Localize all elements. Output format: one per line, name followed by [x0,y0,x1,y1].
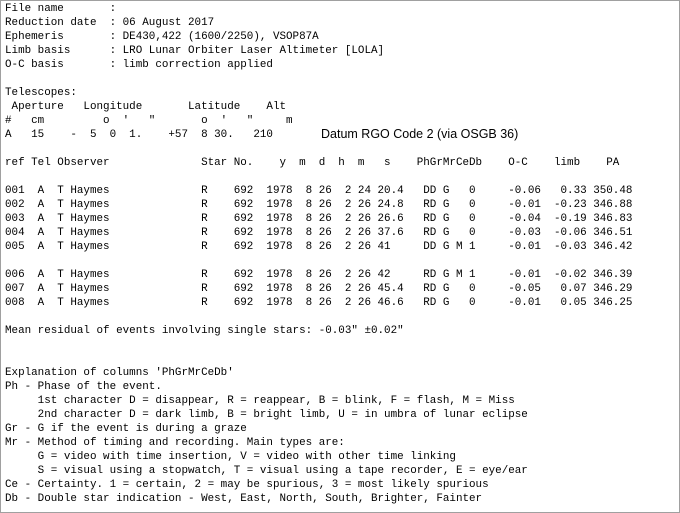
explanation-line: G = video with time insertion, V = video with other time linking [5,451,456,463]
explanation-title: Explanation of columns 'PhGrMrCeDb' [5,367,234,379]
event-row: 001 A T Haymes R 692 1978 8 26 2 24 20.4 DD G 0 -0.06 0.33 350.48 [5,185,633,197]
event-row: 006 A T Haymes R 692 1978 8 26 2 26 42 RD G M 1 -0.01 -0.02 346.39 [5,269,633,281]
telescopes-columns: Aperture Longitude Latitude Alt [5,101,287,113]
oc-basis-line: O-C basis : limb correction applied [5,59,273,71]
telescopes-units: # cm o ' " o ' " m [5,115,293,127]
explanation-line: 2nd character D = dark limb, B = bright limb, U = in umbra of lunar eclipse [5,409,528,421]
reduction-date-line: Reduction date : 06 August 2017 [5,17,215,29]
explanation-line: Mr - Method of timing and recording. Main types are: [5,437,345,449]
file-name-line: File name : [5,3,117,15]
event-row: 008 A T Haymes R 692 1978 8 26 2 26 46.6 RD G 0 -0.01 0.05 346.25 [5,297,633,309]
event-row: 002 A T Haymes R 692 1978 8 26 2 26 24.8 RD G 0 -0.01 -0.23 346.88 [5,199,633,211]
explanation-line: Gr - G if the event is during a graze [5,423,247,435]
explanation-line: Ce - Certainty. 1 = certain, 2 = may be spurious, 3 = most likely spurious [5,479,489,491]
mean-residual-line: Mean residual of events involving single stars: -0.03" ±0.02" [5,325,404,337]
explanation-line: Ph - Phase of the event. [5,381,162,393]
ephemeris-line: Ephemeris : DE430,422 (1600/2250), VSOP87A [5,31,319,43]
event-row: 005 A T Haymes R 692 1978 8 26 2 26 41 DD G M 1 -0.01 -0.03 346.42 [5,241,633,253]
event-row: 003 A T Haymes R 692 1978 8 26 2 26 26.6 RD G 0 -0.04 -0.19 346.83 [5,213,633,225]
events-header: ref Tel Observer Star No. y m d h m s PhGrMrCeDb O-C limb PA [5,157,620,169]
explanation-line: Db - Double star indication - West, East, North, South, Brighter, Fainter [5,493,483,505]
event-row: 004 A T Haymes R 692 1978 8 26 2 26 37.6 RD G 0 -0.03 -0.06 346.51 [5,227,633,239]
event-row: 007 A T Haymes R 692 1978 8 26 2 26 45.4 RD G 0 -0.05 0.07 346.29 [5,283,633,295]
telescopes-title: Telescopes: [5,87,77,99]
datum-label: Datum RGO Code 2 (via OSGB 36) [321,127,519,141]
explanation-line: 1st character D = disappear, R = reappear, B = blink, F = flash, M = Miss [5,395,515,407]
explanation-line: S = visual using a stopwatch, T = visual using a tape recorder, E = eye/ear [5,465,528,477]
telescope-row: A 15 - 5 0 1. +57 8 30. 210 [5,129,273,141]
limb-basis-line: Limb basis : LRO Lunar Orbiter Laser Altimeter [LOLA] [5,45,385,57]
